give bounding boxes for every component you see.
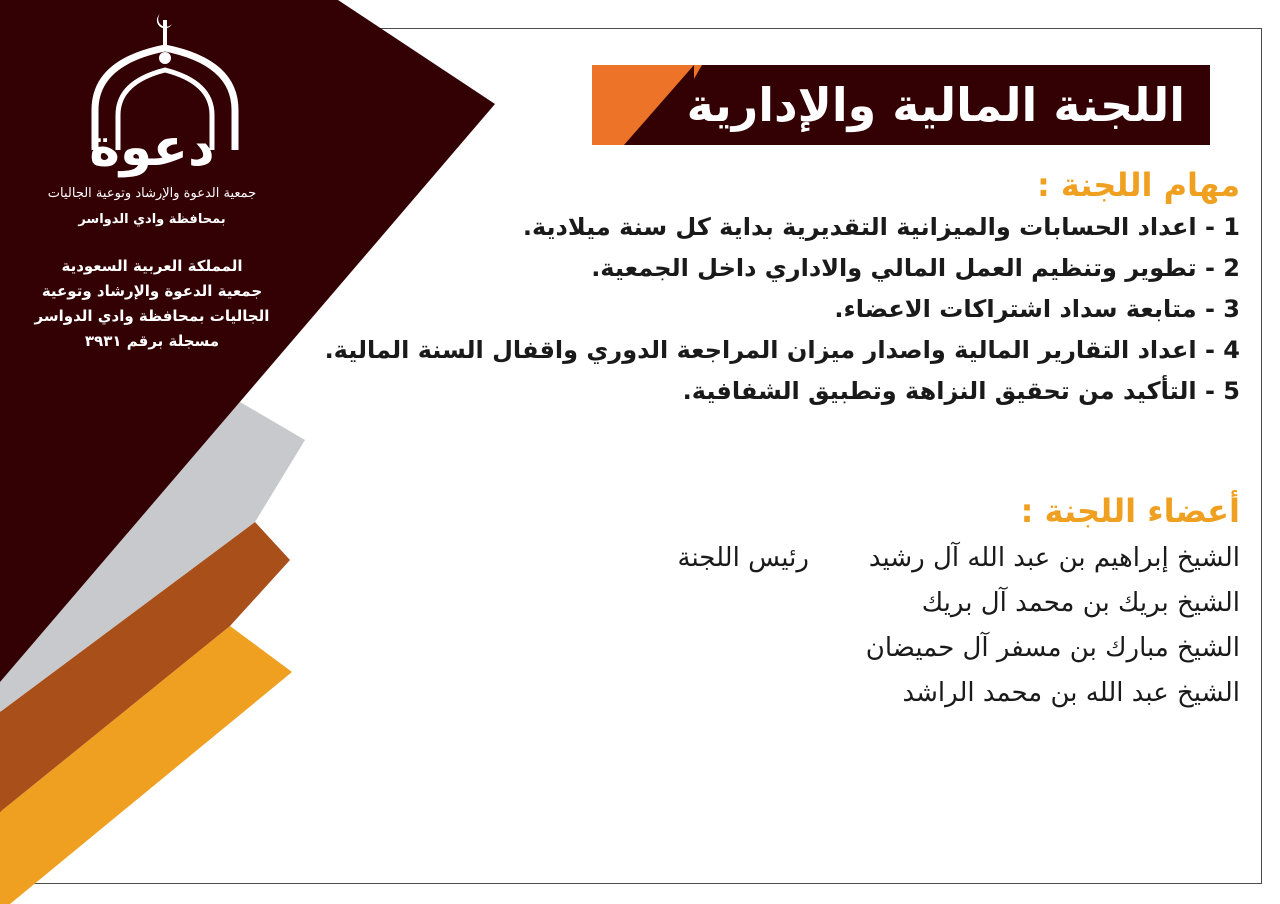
logo-subtitle-location: بمحافظة وادي الدواسر	[78, 212, 226, 227]
task-item: 2 - تطوير وتنظيم العمل المالي والاداري داخل الجمعية.	[591, 254, 1240, 282]
page-title: اللجنة المالية والإدارية	[686, 78, 1185, 132]
task-item: 5 - التأكيد من تحقيق النزاهة وتطبيق الشفافية.	[682, 377, 1240, 405]
member-item	[678, 536, 1241, 581]
member-name: الشيخ مبارك بن مسفر آل حميضان	[865, 633, 1240, 663]
org-name-line: الجاليات بمحافظة وادي الدواسر	[34, 307, 270, 325]
members-list	[678, 536, 1241, 716]
org-registration: مسجلة برقم ٣٩٣١	[84, 332, 220, 350]
tasks-list	[325, 207, 1240, 412]
tasks-heading: مهام اللجنة :	[1036, 166, 1240, 204]
org-country: المملكة العربية السعودية	[61, 257, 243, 275]
task-item: 4 - اعداد التقارير المالية واصدار ميزان المراجعة الدوري واقفال السنة المالية.	[324, 336, 1240, 364]
member-name: الشيخ بريك بن محمد آل بريك	[921, 588, 1240, 618]
member-item	[678, 581, 1241, 626]
logo-wordmark: دعوة	[89, 118, 215, 178]
task-item: 1 - اعداد الحسابات والميزانية التقديرية بداية كل سنة ميلادية.	[522, 213, 1240, 241]
member-item	[678, 671, 1241, 716]
logo-subtitle: جمعية الدعوة والإرشاد وتوعية الجاليات	[47, 186, 257, 201]
member-name: الشيخ عبد الله بن محمد الراشد	[902, 678, 1240, 708]
members-heading: أعضاء اللجنة :	[1020, 492, 1240, 530]
member-name: الشيخ إبراهيم بن عبد الله آل رشيد	[868, 543, 1240, 573]
member-item	[678, 626, 1241, 671]
org-name-line: جمعية الدعوة والإرشاد وتوعية	[41, 282, 263, 300]
member-role: رئيس اللجنة	[677, 543, 809, 573]
task-item: 3 - متابعة سداد اشتراكات الاعضاء.	[834, 295, 1240, 323]
organization-info	[6, 254, 298, 354]
